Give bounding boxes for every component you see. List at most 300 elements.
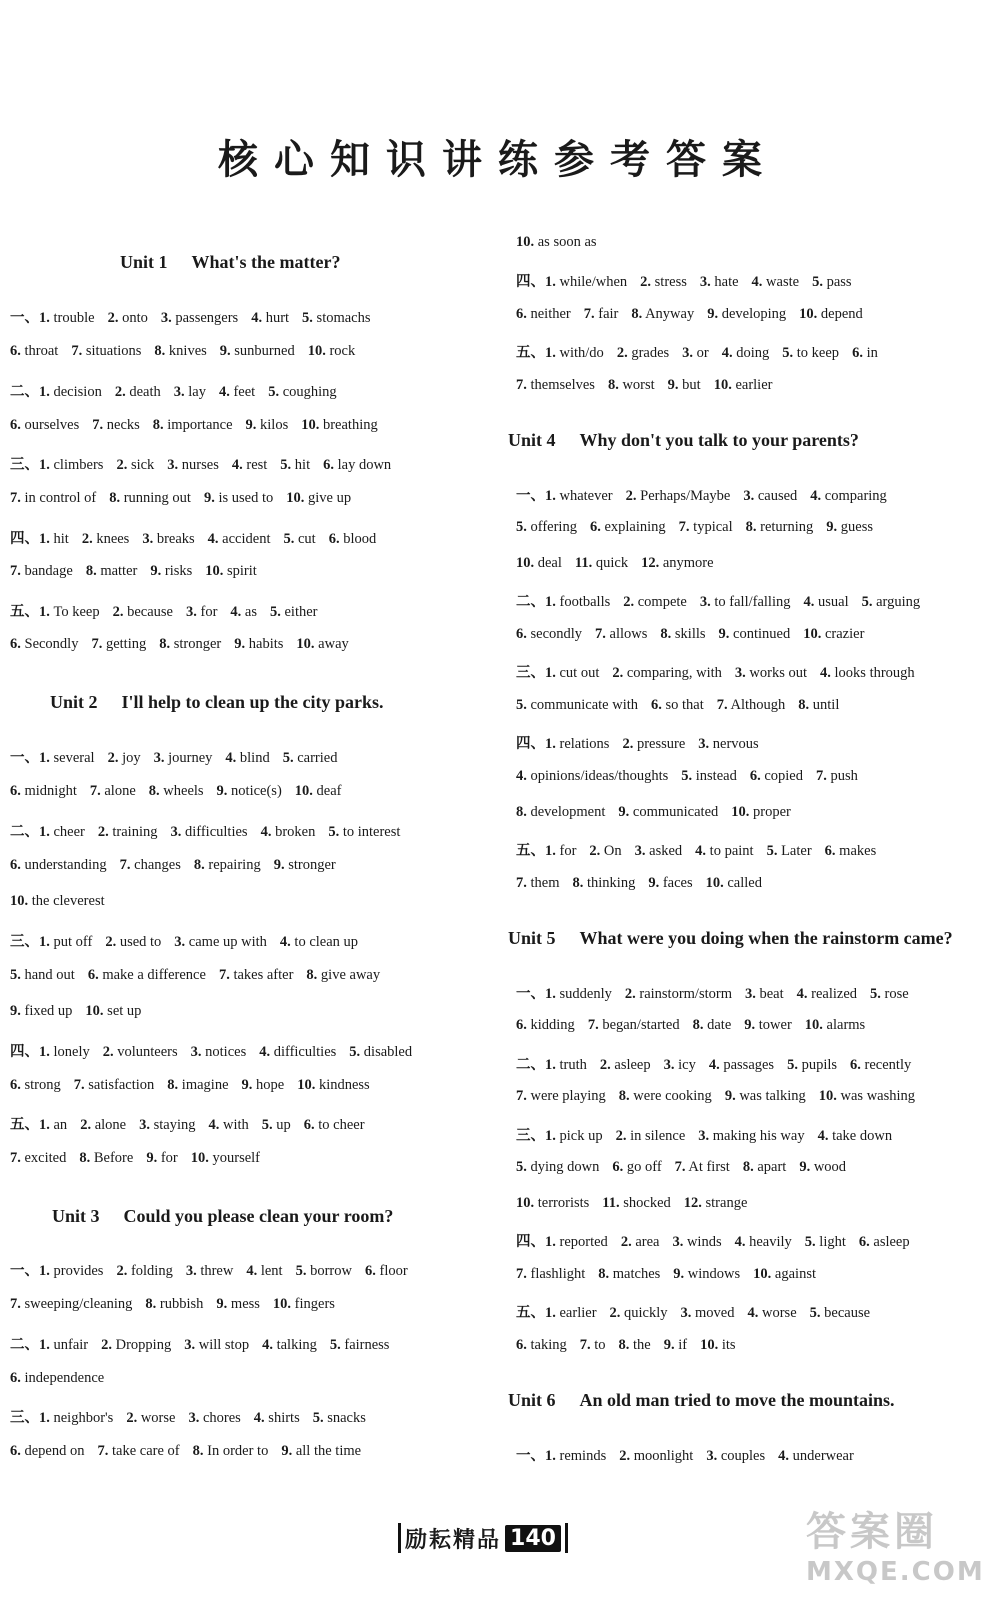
answer-item: 4. underwear bbox=[778, 1448, 854, 1464]
answer-item: 2. stress bbox=[640, 274, 687, 290]
answer-number: 4. bbox=[225, 750, 237, 766]
answer-number: 3. bbox=[184, 1337, 196, 1353]
answer-number: 8. bbox=[145, 1296, 157, 1312]
answer-item: 9. for bbox=[146, 1150, 178, 1166]
answer-number: 2. bbox=[622, 736, 634, 752]
answer-item: 一、1. provides bbox=[10, 1263, 104, 1279]
answer-item: 10. earlier bbox=[713, 377, 773, 393]
answer-number: 5. bbox=[295, 1263, 307, 1279]
answer-number: 3. bbox=[699, 274, 711, 290]
answer-item: 10. yourself bbox=[190, 1150, 261, 1166]
answer-item: 10. away bbox=[296, 636, 349, 652]
answer-line bbox=[516, 732, 772, 753]
answer-line bbox=[10, 1443, 374, 1460]
answer-line bbox=[516, 661, 928, 682]
answer-line bbox=[516, 270, 865, 291]
answer-item: 5. arguing bbox=[861, 594, 921, 610]
answer-line bbox=[516, 377, 785, 394]
watermark-logo bbox=[806, 1500, 985, 1590]
answer-item: 三、1. cut out bbox=[516, 665, 600, 681]
answer-item: 2. sick bbox=[116, 457, 155, 473]
answer-number: 6. bbox=[651, 697, 662, 713]
answer-number: 五、1. bbox=[516, 843, 556, 859]
answer-item: 9. fixed up bbox=[10, 1003, 73, 1019]
answer-item: 3. nurses bbox=[167, 457, 219, 473]
answer-line bbox=[10, 1333, 402, 1354]
answer-line bbox=[10, 1040, 425, 1061]
answer-line bbox=[516, 1017, 878, 1034]
answer-number: 2. bbox=[615, 1128, 627, 1144]
answer-item: 7. in control of bbox=[10, 490, 97, 506]
answer-number: 9. bbox=[673, 1266, 685, 1282]
answer-number: 9. bbox=[273, 857, 285, 873]
answer-number: 7. bbox=[119, 857, 131, 873]
answer-number: 10. bbox=[516, 234, 535, 250]
answer-number: 三、1. bbox=[516, 665, 556, 681]
answer-item: 5. borrow bbox=[295, 1263, 352, 1279]
answer-number: 11. bbox=[602, 1195, 620, 1211]
footer-bar-right bbox=[565, 1523, 568, 1553]
answer-item: 10. give up bbox=[286, 490, 352, 506]
answer-number: 2. bbox=[599, 1057, 611, 1073]
answer-item: 6. kidding bbox=[516, 1017, 575, 1033]
answer-item: 3. icy bbox=[663, 1057, 696, 1073]
answer-item: 4. to clean up bbox=[279, 934, 359, 950]
answer-item: 5. dying down bbox=[516, 1159, 600, 1175]
answer-item: 10. the cleverest bbox=[10, 893, 105, 909]
answer-number: 7. bbox=[815, 768, 827, 784]
answer-number: 4. bbox=[751, 274, 763, 290]
answer-item: 3. passengers bbox=[160, 310, 239, 326]
answer-line bbox=[516, 1159, 859, 1176]
answer-item: 9. wood bbox=[799, 1159, 847, 1175]
answer-item: 四、1. hit bbox=[10, 531, 69, 547]
answer-item: 6. floor bbox=[364, 1263, 408, 1279]
answer-number: 2. bbox=[625, 488, 637, 504]
answer-item: 6. depend on bbox=[10, 1443, 85, 1459]
answer-number: 5. bbox=[809, 1305, 821, 1321]
answer-item: 5. hit bbox=[280, 457, 311, 473]
answer-item: 4. realized bbox=[796, 986, 858, 1002]
answer-item: 三、1. put off bbox=[10, 934, 93, 950]
answer-item: 2. training bbox=[97, 824, 158, 840]
answer-item: 10. as soon as bbox=[516, 234, 597, 250]
answer-number: 二、1. bbox=[10, 1337, 50, 1353]
answer-number: 3. bbox=[173, 384, 185, 400]
answer-number: 8. bbox=[85, 563, 97, 579]
answer-item: 3. lay bbox=[173, 384, 206, 400]
answer-item: 9. all the time bbox=[281, 1443, 362, 1459]
answer-number: 8. bbox=[692, 1017, 704, 1033]
answer-number: 7. bbox=[579, 1337, 591, 1353]
answer-number: 2. bbox=[609, 1305, 621, 1321]
answer-number: 10. bbox=[190, 1150, 209, 1166]
answer-line bbox=[10, 490, 364, 507]
answer-item: 3. to fall/falling bbox=[699, 594, 791, 610]
answer-item: 7. situations bbox=[71, 343, 142, 359]
answer-item: 2. Dropping bbox=[101, 1337, 172, 1353]
unit-heading bbox=[120, 252, 340, 273]
answer-line bbox=[516, 306, 876, 323]
answer-item: 2. used to bbox=[105, 934, 162, 950]
answer-number: 3. bbox=[188, 1410, 200, 1426]
answer-line bbox=[516, 1053, 924, 1074]
answer-number: 4. bbox=[230, 604, 242, 620]
answer-item: 8. stronger bbox=[159, 636, 222, 652]
answer-item: 8. wheels bbox=[148, 783, 204, 799]
answer-item: 3. asked bbox=[634, 843, 683, 859]
answer-number: 3. bbox=[734, 665, 746, 681]
answer-number: 8. bbox=[148, 783, 160, 799]
answer-number: 2. bbox=[620, 1234, 632, 1250]
answer-item: 二、1. footballs bbox=[516, 594, 611, 610]
answer-line bbox=[516, 1266, 829, 1283]
answer-item: 4. to paint bbox=[695, 843, 754, 859]
answer-item: 4. talking bbox=[262, 1337, 317, 1353]
answer-item: 3. difficulties bbox=[170, 824, 248, 840]
answer-number: 2. bbox=[126, 1410, 138, 1426]
answer-line bbox=[10, 527, 389, 548]
answer-item: 7. changes bbox=[119, 857, 181, 873]
answer-item: 7. Although bbox=[716, 697, 786, 713]
answer-item: 7. them bbox=[516, 875, 560, 891]
answer-line bbox=[10, 1296, 348, 1313]
answer-line bbox=[10, 1077, 383, 1094]
answer-item: 10. fingers bbox=[272, 1296, 335, 1312]
watermark-bottom: MXQE.COM bbox=[806, 1557, 985, 1587]
answer-number: 5. bbox=[516, 1159, 527, 1175]
answer-item: 五、1. To keep bbox=[10, 604, 100, 620]
answer-number: 4. bbox=[253, 1410, 265, 1426]
answer-item: 10. spirit bbox=[205, 563, 257, 579]
answer-number: 6. bbox=[87, 967, 99, 983]
answer-item: 8. running out bbox=[109, 490, 191, 506]
answer-number: 2. bbox=[102, 1044, 114, 1060]
answer-line bbox=[10, 1259, 421, 1280]
answer-number: 10. bbox=[307, 343, 326, 359]
answer-item: 6. understanding bbox=[10, 857, 107, 873]
answer-number: 四、1. bbox=[516, 736, 556, 752]
answer-item: 4. doing bbox=[721, 345, 770, 361]
unit-heading bbox=[508, 1390, 895, 1411]
answer-item: 8. Anyway bbox=[631, 306, 695, 322]
answer-number: 7. bbox=[674, 1159, 686, 1175]
unit-title-text: Could you please clean your room? bbox=[123, 1206, 394, 1226]
answer-item: 三、1. pick up bbox=[516, 1128, 603, 1144]
answer-number: 4. bbox=[279, 934, 291, 950]
answer-item: 5. fairness bbox=[329, 1337, 390, 1353]
answer-line bbox=[10, 600, 331, 621]
answer-number: 2. bbox=[623, 594, 635, 610]
answer-number: 10. bbox=[731, 804, 750, 820]
answer-item: 9. hope bbox=[241, 1077, 285, 1093]
answer-number: 7. bbox=[516, 377, 527, 393]
answer-item: 5. hand out bbox=[10, 967, 75, 983]
answer-item: 8. matter bbox=[85, 563, 138, 579]
answer-item: 2. folding bbox=[116, 1263, 173, 1279]
answer-number: 4. bbox=[251, 310, 263, 326]
answer-number: 5. bbox=[812, 274, 823, 290]
answer-number: 6. bbox=[10, 1443, 21, 1459]
answer-item: 4. feet bbox=[218, 384, 256, 400]
answer-number: 6. bbox=[516, 306, 527, 322]
answer-number: 四、1. bbox=[516, 274, 556, 290]
answer-number: 7. bbox=[73, 1077, 85, 1093]
answer-line bbox=[516, 1444, 867, 1465]
answer-item: 9. kilos bbox=[245, 417, 289, 433]
answer-item: 4. accident bbox=[207, 531, 271, 547]
answer-item: 2. in silence bbox=[615, 1128, 686, 1144]
answer-number: 8. bbox=[152, 417, 164, 433]
answer-number: 4. bbox=[260, 824, 272, 840]
answer-number: 6. bbox=[589, 519, 601, 535]
answer-item: 2. joy bbox=[107, 750, 141, 766]
unit-title-text: What were you doing when the rainstorm came? bbox=[579, 928, 953, 948]
answer-line bbox=[10, 783, 354, 800]
unit-number: Unit 2 bbox=[50, 692, 98, 712]
answer-item: 6. strong bbox=[10, 1077, 61, 1093]
answer-line bbox=[10, 930, 371, 951]
answer-number: 五、1. bbox=[10, 1117, 50, 1133]
answer-number: 4. bbox=[246, 1263, 258, 1279]
answer-number: 12. bbox=[641, 555, 660, 571]
answer-number: 10. bbox=[301, 417, 320, 433]
answer-number: 6. bbox=[749, 768, 761, 784]
answer-number: 6. bbox=[852, 345, 863, 361]
answer-line bbox=[10, 893, 118, 910]
answer-number: 8. bbox=[109, 490, 121, 506]
answer-line bbox=[516, 1337, 749, 1354]
answer-item: 3. moved bbox=[680, 1305, 735, 1321]
answer-number: 3. bbox=[139, 1117, 150, 1133]
answer-item: 五、1. for bbox=[516, 843, 577, 859]
answer-item: 9. mess bbox=[216, 1296, 260, 1312]
answer-item: 6. independence bbox=[10, 1370, 105, 1386]
answer-number: 4. bbox=[803, 594, 815, 610]
answer-line bbox=[10, 820, 413, 841]
answer-line bbox=[10, 1370, 117, 1387]
answer-line bbox=[10, 563, 270, 580]
answer-number: 3. bbox=[153, 750, 165, 766]
answer-number: 2. bbox=[112, 604, 124, 620]
answer-number: 2. bbox=[97, 824, 109, 840]
answer-number: 3. bbox=[698, 1128, 710, 1144]
answer-number: 5. bbox=[516, 697, 527, 713]
answer-item: 7. flashlight bbox=[516, 1266, 586, 1282]
answer-number: 一、1. bbox=[516, 1448, 556, 1464]
answer-item: 9. faces bbox=[648, 875, 693, 891]
answer-number: 4. bbox=[208, 1117, 220, 1133]
answer-number: 6. bbox=[10, 1077, 21, 1093]
answer-item: 3. works out bbox=[734, 665, 808, 681]
answer-number: 10. bbox=[85, 1003, 104, 1019]
answer-item: 5. to interest bbox=[328, 824, 401, 840]
answer-item: 7. push bbox=[815, 768, 858, 784]
answer-item: 5. carried bbox=[282, 750, 338, 766]
answer-item: 9. habits bbox=[234, 636, 284, 652]
answer-item: 12. strange bbox=[683, 1195, 748, 1211]
answer-number: 6. bbox=[850, 1057, 861, 1073]
answer-number: 6. bbox=[10, 857, 21, 873]
answer-number: 6. bbox=[303, 1117, 315, 1133]
answer-item: 7. sweeping/cleaning bbox=[10, 1296, 133, 1312]
answer-item: 6. so that bbox=[651, 697, 704, 713]
answer-number: 8. bbox=[306, 967, 318, 983]
answer-item: 一、1. reminds bbox=[516, 1448, 607, 1464]
answer-item: 3. nervous bbox=[698, 736, 759, 752]
answer-item: 10. alarms bbox=[804, 1017, 866, 1033]
answer-number: 9. bbox=[219, 343, 231, 359]
answer-number: 7. bbox=[218, 967, 230, 983]
unit-title-text: I'll help to clean up the city parks. bbox=[121, 692, 384, 712]
page-title: 核心知识讲练参考答案 bbox=[218, 137, 778, 183]
answer-number: 三、1. bbox=[10, 457, 50, 473]
footer-bar-left bbox=[398, 1523, 401, 1553]
answer-number: 4. bbox=[231, 457, 243, 473]
answer-line bbox=[10, 380, 350, 401]
answer-number: 5. bbox=[280, 457, 292, 473]
answer-number: 7. bbox=[91, 636, 103, 652]
answer-number: 4. bbox=[778, 1448, 790, 1464]
answer-number: 6. bbox=[858, 1234, 870, 1250]
answer-number: 2. bbox=[105, 934, 117, 950]
unit-title-text: Why don't you talk to your parents? bbox=[579, 430, 859, 450]
answer-item: 4. with bbox=[208, 1117, 249, 1133]
answer-number: 3. bbox=[682, 345, 694, 361]
answer-number: 5. bbox=[349, 1044, 361, 1060]
answer-number: 三、1. bbox=[10, 1410, 50, 1426]
answer-number: 9. bbox=[707, 306, 719, 322]
answer-item: 3. threw bbox=[185, 1263, 234, 1279]
answer-line bbox=[516, 1088, 928, 1105]
answer-item: 7. began/started bbox=[587, 1017, 680, 1033]
answer-item: 3. journey bbox=[153, 750, 213, 766]
answer-number: 10. bbox=[700, 1337, 719, 1353]
answer-item: 2. alone bbox=[80, 1117, 127, 1133]
unit-heading bbox=[508, 928, 953, 949]
answer-number: 8. bbox=[193, 857, 205, 873]
answer-number: 三、1. bbox=[10, 934, 50, 950]
answer-number: 9. bbox=[618, 804, 630, 820]
answer-number: 7. bbox=[595, 626, 606, 642]
answer-item: 2. onto bbox=[107, 310, 148, 326]
answer-item: 5. either bbox=[270, 604, 318, 620]
answer-item: 5. stomachs bbox=[302, 310, 371, 326]
answer-number: 3. bbox=[170, 824, 182, 840]
answer-item: 7. bandage bbox=[10, 563, 73, 579]
answer-item: 一、1. suddenly bbox=[516, 986, 612, 1002]
answer-number: 4. bbox=[708, 1057, 720, 1073]
answer-item: 10. set up bbox=[85, 1003, 142, 1019]
answer-item: 4. looks through bbox=[820, 665, 915, 681]
answer-item: 一、1. trouble bbox=[10, 310, 95, 326]
answer-item: 5. pass bbox=[812, 274, 852, 290]
answer-item: 4. heavily bbox=[734, 1234, 792, 1250]
answer-item: 3. for bbox=[185, 604, 218, 620]
answer-number: 8. bbox=[167, 1077, 179, 1093]
answer-number: 9. bbox=[718, 626, 730, 642]
answer-number: 3. bbox=[672, 1234, 684, 1250]
answer-number: 5. bbox=[329, 1337, 341, 1353]
answer-number: 10. bbox=[516, 1195, 535, 1211]
answer-number: 二、1. bbox=[516, 1057, 556, 1073]
answer-number: 8. bbox=[572, 875, 584, 891]
answer-item: 8. apart bbox=[742, 1159, 787, 1175]
answer-item: 10. depend bbox=[799, 306, 863, 322]
answer-item: 2. comparing, with bbox=[612, 665, 722, 681]
answer-item: 9. guess bbox=[826, 519, 874, 535]
answer-item: 6. taking bbox=[516, 1337, 567, 1353]
answer-item: 11. shocked bbox=[602, 1195, 671, 1211]
answer-item: 7. takes after bbox=[218, 967, 294, 983]
answer-number: 3. bbox=[160, 310, 172, 326]
answer-number: 9. bbox=[10, 1003, 21, 1019]
answer-item: 10. kindness bbox=[297, 1077, 370, 1093]
answer-number: 3. bbox=[706, 1448, 718, 1464]
answer-item: 8. matches bbox=[598, 1266, 661, 1282]
answer-number: 12. bbox=[683, 1195, 702, 1211]
answer-number: 10. bbox=[753, 1266, 772, 1282]
answer-number: 4. bbox=[721, 345, 733, 361]
answer-item: 5. cut bbox=[283, 531, 316, 547]
answer-item: 8. were cooking bbox=[618, 1088, 712, 1104]
answer-number: 6. bbox=[10, 1370, 21, 1386]
answer-number: 4. bbox=[820, 665, 831, 681]
answer-number: 8. bbox=[631, 306, 643, 322]
answer-item: 7. alone bbox=[89, 783, 136, 799]
answer-number: 2. bbox=[81, 531, 93, 547]
answer-item: 6. go off bbox=[612, 1159, 662, 1175]
answer-number: 8. bbox=[192, 1443, 204, 1459]
answer-number: 2. bbox=[616, 345, 628, 361]
answer-number: 五、1. bbox=[10, 604, 50, 620]
answer-number: 一、1. bbox=[10, 750, 50, 766]
answer-item: 6. blood bbox=[328, 531, 377, 547]
answer-number: 3. bbox=[698, 736, 710, 752]
answer-item: 6. recently bbox=[850, 1057, 912, 1073]
answer-number: 10. bbox=[205, 563, 224, 579]
answer-number: 8. bbox=[742, 1159, 754, 1175]
answer-line bbox=[10, 746, 350, 767]
answer-number: 7. bbox=[516, 875, 527, 891]
answer-item: 二、1. truth bbox=[516, 1057, 587, 1073]
answer-number: 3. bbox=[663, 1057, 675, 1073]
answer-line bbox=[10, 967, 393, 984]
answer-number: 9. bbox=[663, 1337, 675, 1353]
answer-item: 6. Secondly bbox=[10, 636, 79, 652]
answer-number: 3. bbox=[743, 488, 755, 504]
answer-item: 6. make a difference bbox=[87, 967, 206, 983]
answer-number: 6. bbox=[612, 1159, 624, 1175]
answer-number: 四、1. bbox=[10, 531, 50, 547]
watermark-top: 答案圈 bbox=[806, 1509, 938, 1555]
answer-number: 6. bbox=[824, 843, 836, 859]
answer-item: 4. take down bbox=[817, 1128, 893, 1144]
answer-item: 2. because bbox=[112, 604, 173, 620]
answer-number: 9. bbox=[241, 1077, 253, 1093]
answer-item: 8. thinking bbox=[572, 875, 636, 891]
answer-number: 7. bbox=[516, 1266, 527, 1282]
answer-line bbox=[10, 1406, 379, 1427]
answer-number: 8. bbox=[516, 804, 527, 820]
answer-number: 5. bbox=[782, 345, 794, 361]
answer-number: 8. bbox=[607, 377, 619, 393]
answer-number: 三、1. bbox=[516, 1128, 556, 1144]
answer-item: 7. satisfaction bbox=[73, 1077, 155, 1093]
answer-item: 三、1. climbers bbox=[10, 457, 104, 473]
answer-number: 6. bbox=[516, 1017, 527, 1033]
answer-item: 9. is used to bbox=[203, 490, 274, 506]
